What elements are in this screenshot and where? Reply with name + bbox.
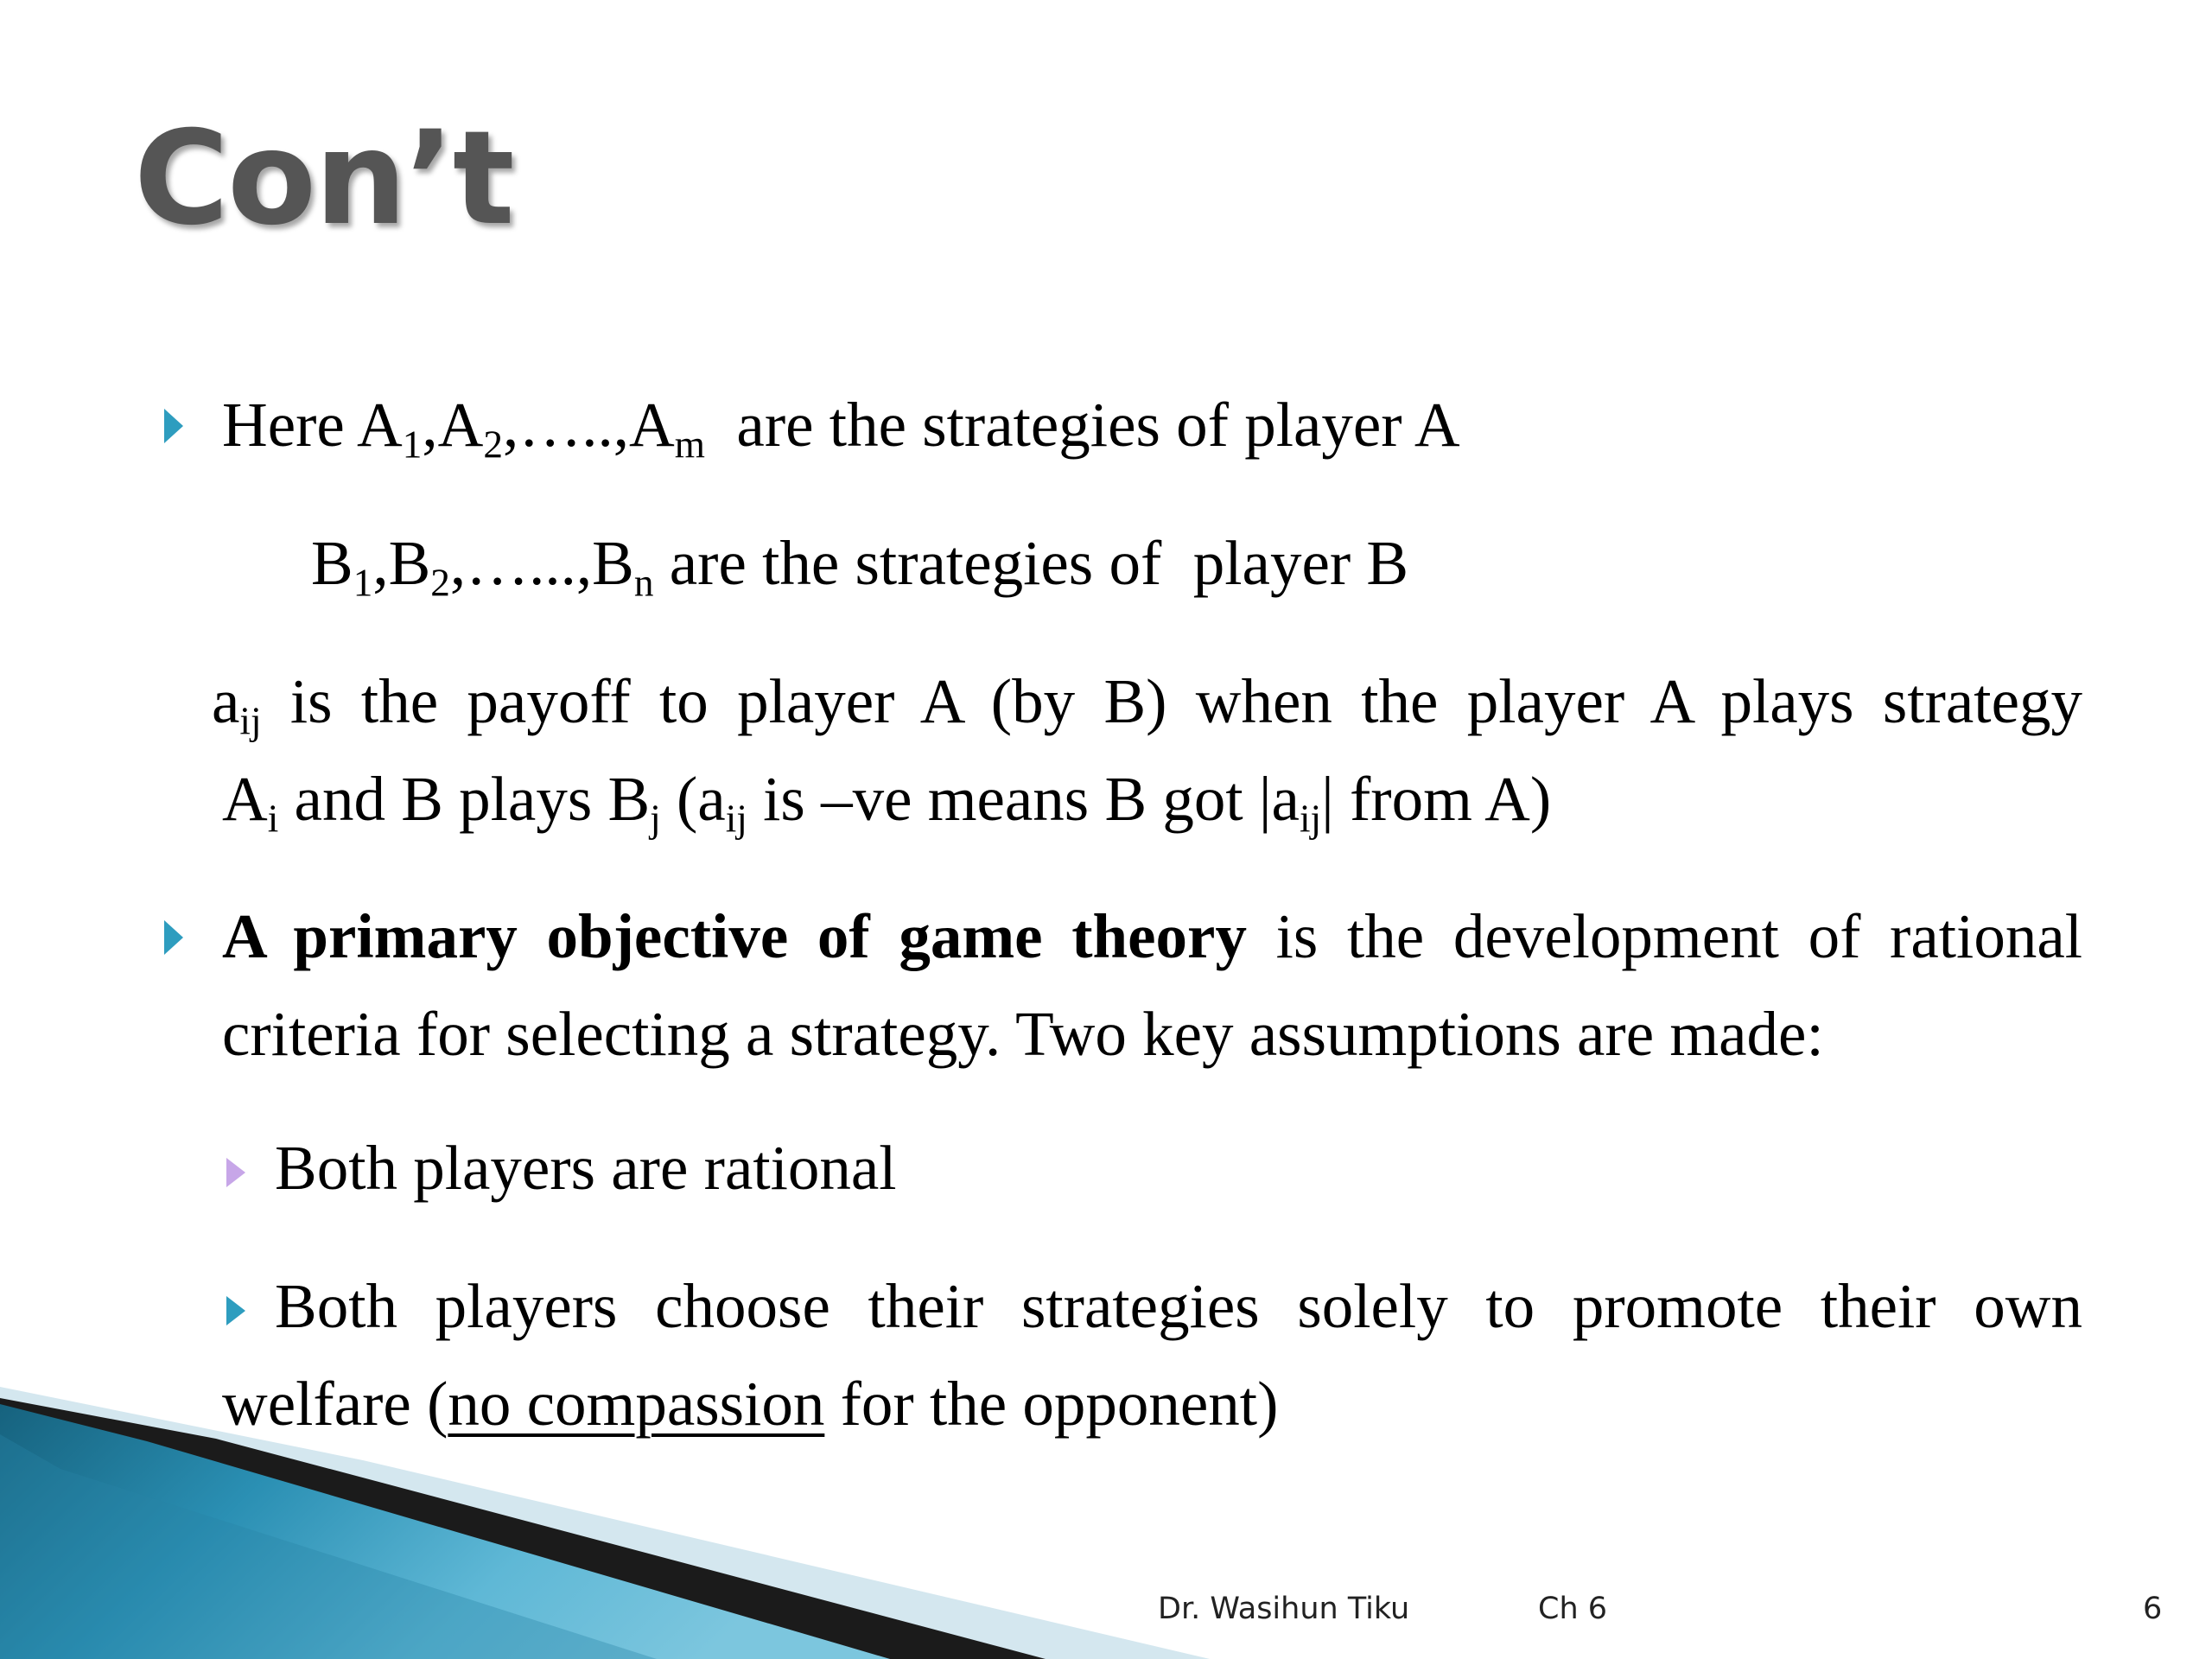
footer-page-number: 6 [2143, 1592, 2163, 1626]
objective-line-2: criteria for selecting a strategy. Two key assumptions are made: [222, 999, 1824, 1069]
slide-title: Con’t [134, 104, 513, 254]
strategies-b-line: $B_1,B_2,\dots...,B_n$ are the strategies of player B [311, 528, 1409, 605]
payoff-line-1: $a_{ij}$ is the payoff to player A (by B) when the player A plays strategy [212, 666, 2082, 743]
sub-bullet-arrow-icon [226, 1158, 245, 1187]
footer-author: Dr. Wasihun Tiku [1158, 1592, 1410, 1626]
assumption-rational: Both players are rational [275, 1133, 897, 1203]
objective-line-1: A primary objective of game theory is the development of rational [222, 901, 2082, 971]
assumption-welfare-line-1: Both players choose their strategies solely to promote their own [275, 1271, 2082, 1341]
bullet-triangle-icon [164, 920, 183, 955]
assumption-welfare-line-2: welfare (no compassion for the opponent) [222, 1369, 1279, 1439]
strategies-a-line: Here $A_1,A_2,\dots..,A_m$ are the strategies of player A [222, 390, 1460, 467]
bullet-triangle-icon [164, 409, 183, 443]
payoff-line-2: $A_i$ and B plays $B_j$ ($a_{ij}$ is –ve means B got $|a_{ij}|$ from A) [222, 764, 1552, 841]
footer-chapter: Ch 6 [1538, 1592, 1608, 1626]
sub-bullet-arrow-icon [226, 1296, 245, 1325]
